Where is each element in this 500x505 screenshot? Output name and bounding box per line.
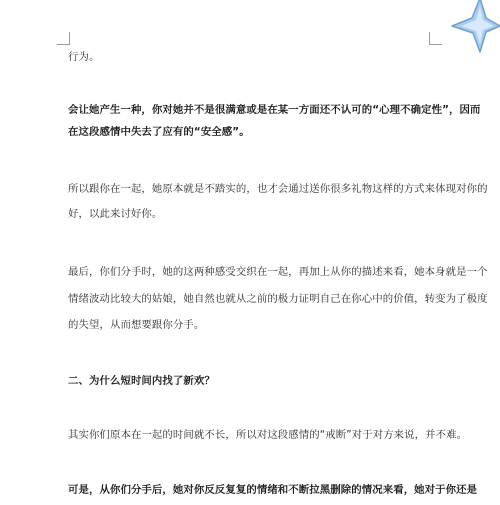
- paragraph-7-line-1: 可是，从你们分手后，她对你反反复复的情绪和不断拉黑删除的情况来看，她对于你还是: [68, 484, 478, 496]
- paragraph-2-line-2: 在这段感情中失去了应有的“安全感”。: [68, 126, 250, 138]
- paragraph-6-line-1: 其实你们原本在一起的时间就不长，所以对这段感情的“戒断”对于对方来说，并不难。: [68, 429, 468, 441]
- paragraph-1-line-1: 行为。: [68, 51, 100, 63]
- margin-corner-mark-left: [57, 32, 70, 45]
- paragraph-3-line-2: 好，以此来讨好你。: [68, 208, 163, 220]
- paragraph-2-line-1: 会让她产生一种，你对她并不是很满意或是在某一方面还不认可的“心理不确定性”，因而: [68, 104, 481, 116]
- paragraph-4-line-3: 的失望，从而想要跟你分手。: [68, 319, 205, 331]
- star-icon: [430, 0, 500, 62]
- paragraph-4-line-2: 情绪波动比较大的姑娘，她自然也就从之前的极力证明自己在你心中的价值，转变为了极度: [68, 293, 488, 305]
- paragraph-4-line-1: 最后，你们分手时，她的这两种感受交织在一起，再加上从你的描述来看，她本身就是一个: [68, 266, 488, 278]
- section-heading: 二、为什么短时间内找了新欢？: [68, 375, 215, 387]
- paragraph-3-line-1: 所以跟你在一起，她原本就是不踏实的，也才会通过送你很多礼物这样的方式来体现对你的: [68, 183, 488, 195]
